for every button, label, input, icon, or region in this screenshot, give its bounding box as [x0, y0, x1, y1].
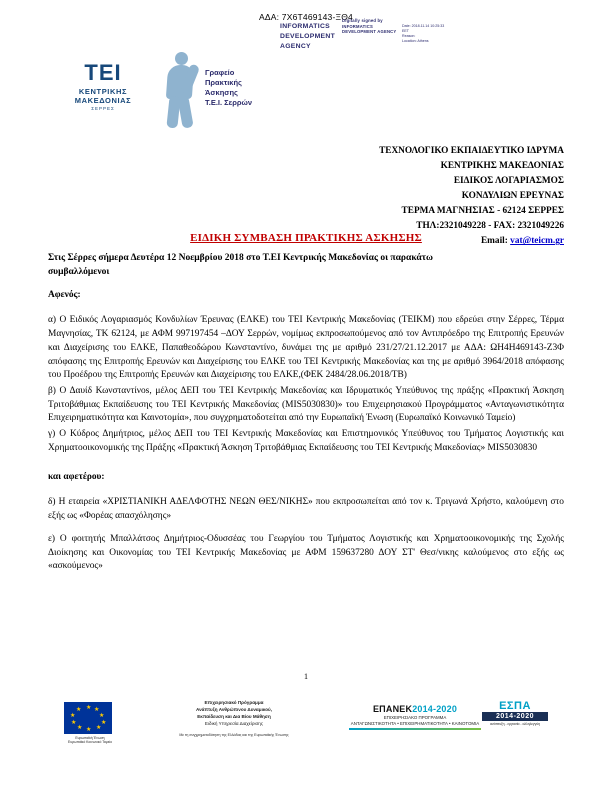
- op-line1: Επιχειρησιακό Πρόγραμμα: [204, 700, 264, 705]
- page-number: 1: [304, 672, 308, 681]
- ida-english-name: [280, 22, 335, 52]
- espa-subtitle: ανάπτυξη - εργασία - αλληλεγγύη: [489, 722, 541, 726]
- ida-en-line2: DEVELOPMENT: [280, 32, 336, 40]
- espa-logo: [482, 700, 548, 726]
- institution-line2: ΚΕΝΤΡΙΚΗΣ ΜΑΚΕΔΟΝΙΑΣ: [440, 161, 564, 172]
- eu-stars: ★ ★ ★ ★ ★ ★ ★ ★ ★ ★: [70, 705, 107, 733]
- kai-afeterou-label: και αφετέρου:: [48, 471, 105, 482]
- eu-caption-line2: Ευρωπαϊκό Κοινωνικό Ταμείο: [68, 740, 112, 745]
- eu-caption-line1: Ευρωπαϊκή Ένωση: [75, 736, 105, 740]
- ada-code: ΑΔΑ: 7Χ6Τ469143-ΞΘ4: [259, 12, 353, 22]
- ida-signature-lines: [342, 18, 404, 35]
- digital-signature-stamp: [280, 18, 455, 64]
- eu-flag-icon: [64, 702, 112, 734]
- epanek-line3: ΑΝΤΑΓΩΝΙΣΤΙΚΟΤΗΤΑ • ΕΠΙΧΕΙΡΗΜΑΤΙΚΟΤΗΤΑ • ΚΑΙΝΟΤΟΜΙΑ: [350, 721, 480, 726]
- praktiki-logo-line2: Πρακτικής: [205, 78, 242, 88]
- ida-en-line1: INFORMATICS: [280, 23, 330, 30]
- praktiki-logo-line4: Τ.Ε.Ι. Σερρών: [205, 98, 253, 108]
- op-line2: Ανάπτυξη Ανθρώπινου Δυναμικού,: [195, 706, 273, 712]
- tei-logo-line1: ΚΕΝΤΡΙΚΗΣ: [78, 87, 128, 96]
- ida-date-line: Date: 2018.11.14 10:25:33: [402, 24, 445, 28]
- document-body: [48, 252, 564, 576]
- espa-title: ΕΣΠΑ: [499, 700, 531, 712]
- party-d-paragraph: δ) Η εταιρεία «ΧΡΙΣΤΙΑΝΙΚΗ ΑΔΕΛΦΟΤΗΣ ΝΕΩΝ ΘΕΣ/ΝΙΚΗΣ» που εκπροσωπείται από τον κ. Τριγωνά Χρήστο, καλούμενη στο εξής ως «Φορέας απασχόλησης»: [48, 497, 564, 522]
- epanek-title: ΕΠΑΝΕΚ: [372, 704, 413, 714]
- institution-address: ΤΕΡΜΑ ΜΑΓΝΗΣΙΑΣ - 62124 ΣΕΡΡΕΣ: [401, 206, 564, 217]
- ida-tz-line: EET: [402, 29, 409, 34]
- page-title: ΕΙΔΙΚΗ ΣΥΜΒΑΣΗ ΠΡΑΚΤΙΚΗΣ ΑΣΚΗΣΗΣ: [190, 232, 422, 244]
- op-line5: Με τη συγχρηματοδότηση της Ελλάδας και της Ευρωπαϊκής Ένωσης: [179, 732, 289, 737]
- tei-logo: [58, 62, 148, 111]
- eu-caption: [64, 736, 116, 745]
- ida-en-line3: AGENCY: [280, 42, 311, 50]
- header-logos: [48, 14, 568, 134]
- afenos-label: Αφενός:: [48, 289, 81, 300]
- intro-line2: συμβαλλόμενοι: [48, 266, 110, 277]
- ida-gr-line1: Digitally signed by: [342, 18, 383, 23]
- operational-programme-text: [134, 700, 334, 738]
- email-link[interactable]: vat@teicm.gr: [510, 236, 564, 247]
- ida-gr-line2: INFORMATICS: [342, 23, 373, 29]
- epanek-line2: ΕΠΙΧΕΙΡΗΣΙΑΚΟ ΠΡΟΓΡΑΜΜΑ: [383, 715, 447, 720]
- op-line3: Εκπαίδευση και Δια Βίου Μάθηση: [197, 713, 271, 719]
- epanek-logo: [340, 704, 490, 730]
- party-e-paragraph: ε) Ο φοιτητής Μπαλλάτσος Δημήτριος-Οδυσσέας του Γεωργίου του Τμήματος Λογιστικής και Χρηματοοικονομικής της Σχολής Διοίκησης και Οικονομίας του ΤΕΙ Κεντρικής Μακεδονίας με ΑΦΜ 159637280 ΔΟΥ ΣΤ' Θεσ/νικης καλούμενος στο εξής ως «ασκούμενος»: [48, 533, 564, 572]
- institution-phone-fax: ΤΗΛ:2321049228 - FAX: 2321049226: [416, 221, 564, 232]
- party-c-paragraph: γ) Ο Κύδρος Δημήτριος, μέλος ΔΕΠ του ΤΕΙ Κεντρικής Μακεδονίας και Επιστημονικός Υπεύθυνος του Τμήματος Λογιστικής και Χρηματοοικονομικής της Πράξης «Πρακτική Άσκηση Τριτοβάθμιας Εκπαίδευσης του ΤΕΙ Κεντρικής Μακεδονίας» MIS5030830: [48, 429, 564, 453]
- op-line4: Ειδική Υπηρεσία Διαχείρισης: [204, 720, 264, 726]
- tei-logo-line3: ΣΕΡΡΕΣ: [91, 106, 115, 111]
- epanek-color-bar: [349, 728, 481, 730]
- email-label: Email:: [480, 236, 508, 247]
- praktiki-logo-line3: Άσκησης: [205, 88, 238, 98]
- espa-years: 2014-2020: [482, 712, 548, 721]
- praktiki-logo-text: [205, 68, 252, 109]
- tei-logo-line2: ΜΑΚΕΔΟΝΙΑΣ: [74, 96, 132, 105]
- footer-logos: [64, 700, 548, 756]
- ida-signature-meta: [402, 24, 456, 44]
- party-b-paragraph: β) Ο Δαυίδ Κωνσταντίνοs, μέλος ΔΕΠ του ΤΕΙ Κεντρικής Μακεδονίας και Ιδρυματικός Υπεύθυνος της πράξης «Πρακτική Άσκηση Τριτοβάθμιας Εκπαίδευσης του ΤΕΙ Κεντρικής Μακεδονίας (MIS5030830)» του Επιχειρησιακού Προγράμματος «Ανταγωνιστικότητα Επιχειρηματικότητα και Καινοτομία», που συγχρηματοδοτείται από την Ευρωπαϊκή Ένωση (Ευρωπαϊκό Κοινωνικό Ταμείο): [48, 386, 564, 424]
- institution-line1: ΤΕΧΝΟΛΟΓΙΚΟ ΕΚΠΑΙΔΕΥΤΙΚΟ ΙΔΡΥΜΑ: [379, 146, 564, 156]
- ida-reason-line: Reason:: [402, 34, 416, 39]
- tei-logo-mark: ΤΕΙ: [84, 60, 122, 85]
- intro-line1: Στις Σέρρες σήμερα Δευτέρα 12 Νοεμβρίου 2018 στο Τ.ΕΙ Κεντρικής Μακεδονίας οι παρακάτω: [48, 253, 433, 263]
- praktiki-logo-line1: Γραφείο: [205, 68, 235, 77]
- runner-figure-icon: [155, 50, 207, 130]
- intro-paragraph: [48, 252, 564, 280]
- ida-location-line: Location: Athens: [402, 39, 429, 44]
- institution-line4: ΚΟΝΔΥΛΙΩΝ ΕΡΕΥΝΑΣ: [461, 191, 564, 202]
- ida-gr-line3: DEVELOPMENT AGENCY: [342, 29, 397, 35]
- epanek-title-row: [340, 704, 490, 714]
- institution-line3: ΕΙΔΙΚΟΣ ΛΟΓΑΡΙΑΣΜΟΣ: [453, 176, 564, 187]
- epanek-years: 2014-2020: [412, 704, 458, 714]
- praktiki-askisi-logo: [153, 50, 283, 130]
- party-a-paragraph: α) Ο Ειδικός Λογαριασμός Κονδυλίων Έρευνας (ΕΛΚΕ) του ΤΕΙ Κεντρικής Μακεδονίας (ΤΕΙΚΜ) που εδρεύει στην Σέρρες, Τέρμα Μαγνησίας, ΤΚ 62124, με ΑΦΜ 997197454 –ΔΟΥ Σερρών, νομίμως εκπροσωπούμενος από τον Αντιπρόεδρο της Επιτροπής Ερευνών και Διαχείρισης του ΕΛΚΕ, Παπαθεοδώρου Κωνσταντίνο, δυνάμει της με αριθμό 231/27/21.12.2017 με ΑΔΑ: ΩΗ4Η469143-Ζ3Φ απόφασης της Επιτροπής Ερευνών και Διαχείρισης του ΕΛΚΕ του ΤΕΙ Κεντρικής Μακεδονίας και της με αριθμό 3964/2018 απόφασης του Προέδρου της Επιτροπής Ερευνών και Διαχείρισης του ΕΛΚΕ,(ΦΕΚ 2484/28.06.2018/ΤΒ): [48, 315, 564, 381]
